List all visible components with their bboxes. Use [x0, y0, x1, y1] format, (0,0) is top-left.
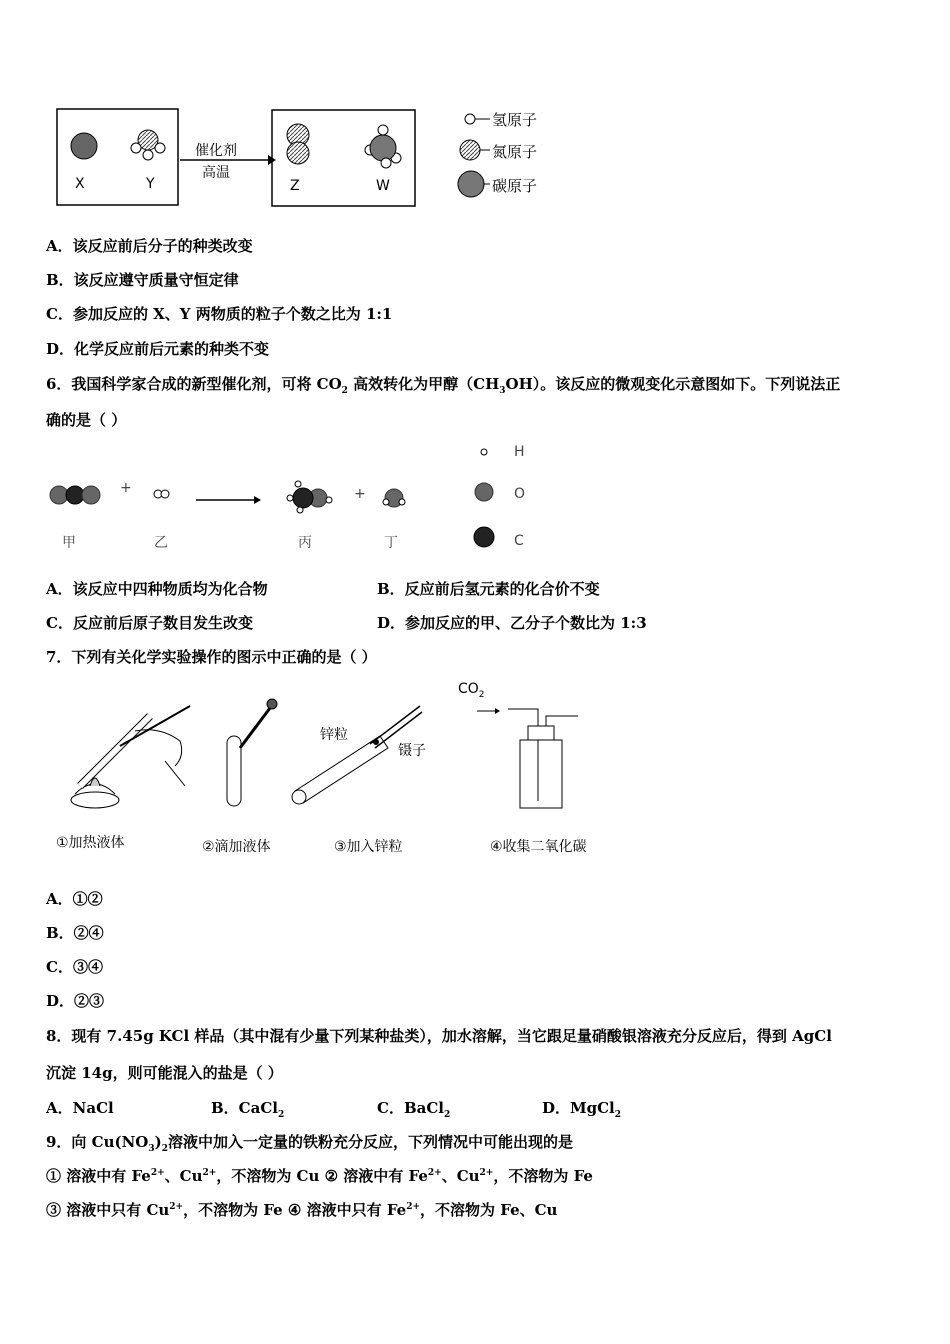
label-x: X: [75, 176, 85, 192]
reaction-figure-2: [46, 440, 546, 560]
label-jia: 甲: [62, 535, 76, 551]
q7-option-c: C．③④: [46, 958, 103, 976]
lab-operations-figure: [50, 676, 630, 866]
q9-stem: 9．向 $Cu(NO_3)_2$溶液中加入一定量的铁粉充分反应，下列情况中可能出现的是: [46, 1133, 574, 1154]
label-ding: 丁: [384, 535, 398, 551]
q8-option-d: D．MgCl$_2$: [542, 1099, 622, 1120]
label-y: Y: [146, 176, 155, 192]
legend-o: O: [514, 486, 526, 502]
q5-option-c: C．参加反应的 X、Y 两物质的粒子个数之比为 1:1: [46, 305, 393, 323]
collecting-co2-drawing: [477, 708, 578, 808]
q7-stem: 7．下列有关化学实验操作的图示中正确的是（ ）: [46, 648, 377, 666]
q8-option-c: C．BaCl$_2$: [377, 1099, 451, 1120]
temperature-label: 高温: [202, 165, 230, 181]
plus-sign-1: +: [120, 480, 132, 496]
q7-option-b: B．②④: [46, 924, 104, 942]
caption-collecting-co2: ④收集二氧化碳: [490, 839, 587, 855]
q5-option-b: B．该反应遵守质量守恒定律: [46, 271, 239, 289]
caption-dropping-liquid: ②滴加液体: [202, 839, 271, 855]
nitrogen-legend-icon: [460, 140, 480, 160]
q8-stem-line2: 沉淀 14g，则可能混入的盐是（ ）: [46, 1064, 283, 1082]
q8-stem-line1: 8．现有 7.45g KCl 样品（其中混有少量下列某种盐类），加水溶解，当它跟足量硝酸银溶液充分反应后，得到 AgCl: [46, 1027, 832, 1045]
q5-option-d: D．化学反应前后元素的种类不变: [46, 340, 270, 358]
plus-sign-2: +: [354, 486, 366, 502]
label-yi: 乙: [154, 535, 168, 551]
legend-c: C: [514, 533, 524, 549]
nitrogen-atom-z-bottom: [287, 142, 309, 164]
q6-option-b: B．反应前后氢元素的化合价不变: [377, 580, 600, 598]
label-z: Z: [290, 178, 300, 194]
q9-line1: ① 溶液中有 $Fe^{2+}$、$Cu^{2+}$，不溶物为 Cu ② 溶液中有 $Fe^{2+}$、$Cu^{2+}$，不溶物为 Fe: [46, 1167, 593, 1185]
legend-carbon: 碳原子: [492, 177, 538, 195]
q8-option-a: A．NaCl: [46, 1099, 114, 1117]
legend-h: H: [514, 444, 525, 460]
tweezers-label: 镊子: [398, 743, 426, 759]
caption-heating-liquid: ①加热液体: [56, 835, 125, 851]
label-bing: 丙: [298, 535, 312, 551]
heating-liquid-drawing: [71, 706, 190, 808]
dropping-liquid-drawing: [227, 699, 277, 806]
carbon-atom-x: [71, 133, 97, 159]
q6-stem-line1: 6．我国科学家合成的新型催化剂，可将 $CO_2$ 高效转化为甲醇$(CH_3OH)$。该反应的微观变化示意图如下。下列说法正: [46, 375, 841, 396]
caption-adding-zinc: ③加入锌粒: [334, 839, 403, 855]
catalyst-label: 催化剂: [195, 143, 237, 159]
q9-line2: ③ 溶液中只有 $Cu^{2+}$，不溶物为 Fe ④ 溶液中只有 $Fe^{2+}$，不溶物为 Fe、Cu: [46, 1201, 558, 1219]
reaction-figure-2-svg: [46, 440, 546, 560]
carbon-legend-icon: [458, 171, 484, 197]
legend-nitrogen: 氮原子: [492, 143, 538, 161]
q7-option-a: A．①②: [46, 890, 103, 908]
label-w: W: [376, 178, 390, 194]
q6-option-a: A．该反应中四种物质均为化合物: [46, 580, 268, 598]
q6-option-d: D．参加反应的甲、乙分子个数比为 1:3: [377, 614, 647, 632]
legend-hydrogen: 氢原子: [492, 111, 538, 129]
reaction-figure-1: [50, 100, 570, 215]
q6-stem-line2: 确的是（ ）: [46, 411, 127, 429]
zinc-granule-label: 锌粒: [320, 727, 348, 743]
q6-option-c: C．反应前后原子数目发生改变: [46, 614, 253, 632]
co2-label: $CO_2$: [458, 681, 485, 700]
q5-option-a: A．该反应前后分子的种类改变: [46, 237, 253, 255]
q8-option-b: B．CaCl$_2$: [211, 1099, 285, 1120]
hydrogen-legend-icon: [465, 114, 475, 124]
q7-option-d: D．②③: [46, 992, 105, 1010]
carbon-atom-w: [370, 135, 396, 161]
